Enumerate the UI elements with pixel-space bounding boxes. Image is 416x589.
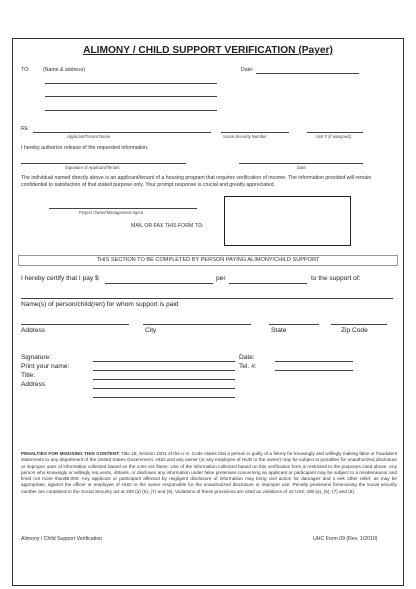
payer-signature-field[interactable] [93, 361, 235, 362]
to-label: TO: [21, 67, 30, 73]
penalties-body: Title 18, Section 1001 of the U.S. Code states that a person is guilty of a felony for knowingly and willingly making false or fraudulent statements to any department of the United States Government. HUD and any owner (or any employee of HUD or the owner) may be subject to penalties for unauthorized disclosure or improper uses of information collected based on the cons ent flamn. Use of the information collected based on this verification form is restricted to the purposes cited above. Any person who knowingly or willingly req uests, obtains, or discloses any information under false pretenses concerning an applicant or participant may be subject to a misdemeanor and fined not more than$5,000. Any applicant or participant affected by negligent disclosure of information may bring civil action for damages and s eek other relief, as may be appropriate, against the officer or employee of HUD or the owner responsible for the unauthorized disclosure or improper use. Penalty provisions formisusing the social security number are contained m the Social Security act at 208 (a) (6), (7) and (8). Violations of these provisions are cited as violations of 42 USC 408 (a), (6), (7) and (8). [21, 451, 397, 494]
city-caption: City [145, 327, 157, 334]
title-label: Title: [21, 372, 36, 379]
date-label: Date: [241, 67, 254, 73]
payer-address-field[interactable] [21, 324, 129, 325]
unit-field[interactable] [307, 132, 363, 133]
amount-field[interactable] [105, 283, 213, 284]
recipient-line-2[interactable] [45, 96, 217, 97]
certify-suffix: to the support of: [311, 275, 361, 282]
form-page [12, 38, 404, 586]
applicant-signature-caption: Signature of Applicant/Tenant [65, 165, 120, 170]
payer-address-line-1[interactable] [93, 388, 235, 389]
address-caption: Address [21, 327, 46, 334]
applicant-date-field[interactable] [239, 163, 363, 164]
print-name-field[interactable] [93, 370, 235, 371]
date-field[interactable] [256, 73, 359, 74]
recipient-line-1[interactable] [45, 83, 217, 84]
period-field[interactable] [229, 283, 307, 284]
print-name-label: Print your name: [21, 363, 70, 370]
penalties-paragraph [21, 451, 397, 495]
to-hint: (Name & address) [43, 67, 86, 73]
payer-state-field[interactable] [269, 324, 319, 325]
ssn-field[interactable] [221, 132, 289, 133]
footer-left: Alimony / Child Support Verification [21, 536, 103, 542]
re-label: RE: [21, 126, 30, 132]
signature-label: Signature: [21, 354, 52, 361]
payer-date-label: Date: [239, 354, 255, 361]
applicant-date-caption: Date [297, 165, 306, 170]
payer-zip-field[interactable] [331, 324, 387, 325]
ssn-caption: Social Security Number [223, 134, 267, 139]
authorize-text: I hereby authorize release of the requested information. [21, 145, 149, 151]
certify-per: per [216, 275, 226, 282]
zip-caption: Zip Code [341, 327, 368, 334]
applicant-name-field[interactable] [33, 132, 211, 133]
penalties-heading: PENALTIES FOR MISUSING THIS CONTENT: [21, 451, 120, 456]
payer-address-label: Address [21, 381, 46, 388]
payer-address-line-2[interactable] [93, 397, 235, 398]
payer-date-field[interactable] [275, 361, 353, 362]
agent-caption: Project Owner/Management Agent [79, 210, 144, 215]
mail-fax-text: MAIL OR FAX THIS FORM TO: [131, 223, 204, 229]
payer-city-field[interactable] [143, 324, 251, 325]
applicant-name-caption: Applicant/Tenant Name [67, 134, 111, 139]
unit-caption: Unit # (if assigned) [316, 134, 351, 139]
title-field[interactable] [93, 379, 235, 380]
footer-right: UHC Form 09 (Rev. 1/2010) [313, 536, 378, 542]
certify-prefix: I hereby certify that I pay $ [21, 275, 99, 282]
notice-text: The individual named directly above is an applicant/tenant of a housing program that requires verification of income. The information provided will remain confidential to satisfaction of that stated purpose only. Your prompt response is crucial and greatly appreciated. [21, 175, 372, 188]
agent-field[interactable] [49, 208, 197, 209]
form-title: ALIMONY / CHILD SUPPORT VERIFICATION (Payer) [83, 45, 333, 56]
tel-field[interactable] [275, 370, 353, 371]
section-heading: THIS SECTION TO BE COMPLETED BY PERSON PAYING ALIMONY/CHILD SUPPORT [18, 255, 398, 266]
names-caption: Name(s) of person/child(ren) for whom support is paid [21, 301, 179, 308]
names-field[interactable] [21, 298, 393, 299]
applicant-signature-field[interactable] [21, 163, 186, 164]
recipient-line-3[interactable] [45, 110, 217, 111]
tel-label: Tel. #: [239, 363, 257, 370]
state-caption: State [271, 327, 287, 334]
mail-address-box[interactable] [224, 196, 351, 246]
